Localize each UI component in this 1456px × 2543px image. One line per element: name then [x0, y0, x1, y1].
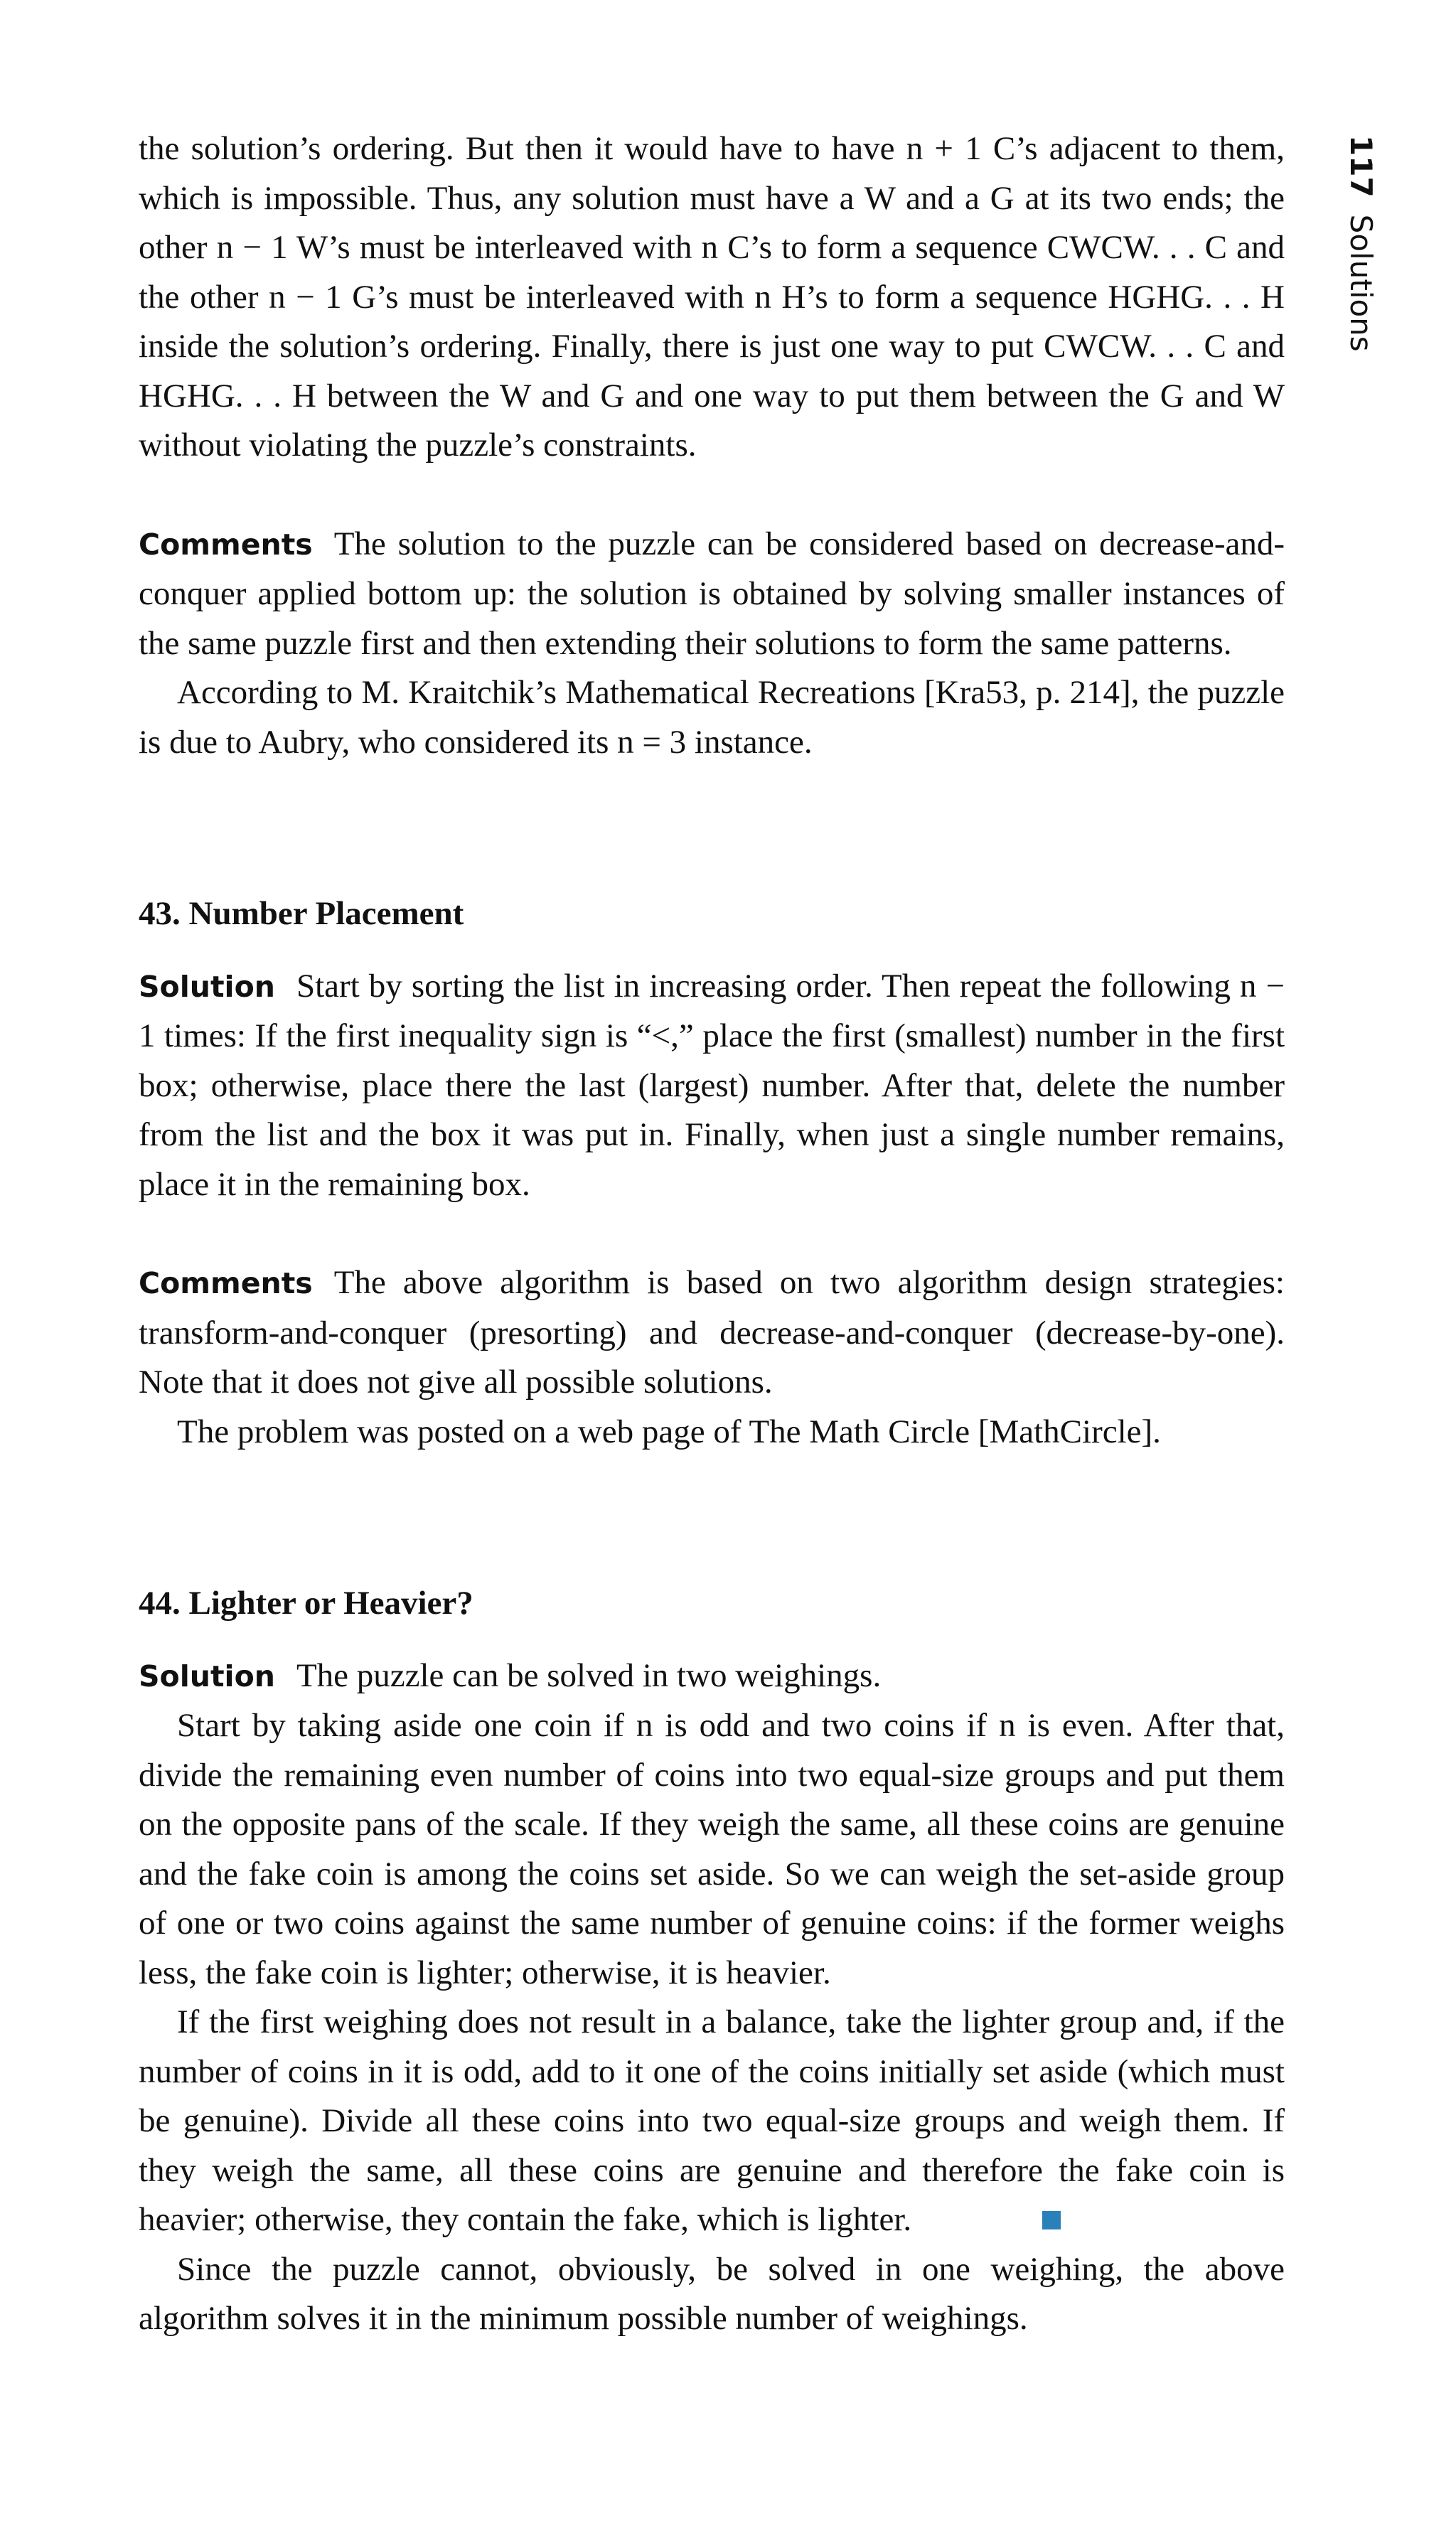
- section-heading-44: 44. Lighter or Heavier?: [139, 1585, 473, 1622]
- solution-paragraph-44: [139, 1651, 1285, 1702]
- solution-paragraph-44-4: Since the puzzle cannot, obviously, be solved in one weighing, the above algorithm solves it in the minimum possible number of weighings.: [139, 2250, 1285, 2337]
- page-number: 117: [1344, 135, 1379, 198]
- end-of-proof-square-icon: [1042, 2211, 1061, 2229]
- solution-paragraph-43: [139, 962, 1285, 1210]
- running-head: [1344, 135, 1378, 352]
- comments-paragraph-42-2: According to M. Kraitchik’s Mathematical Recreations [Kra53, p. 214], the puzzle is due to Aubry, who considered its n = 3 instance.: [139, 674, 1285, 761]
- paragraph-continued: the solution’s ordering. But then it would have to have n + 1 C’s adjacent to them, which is impossible. Thus, any solution must have a W and a G at its two ends; the other n − 1 W’s must be interleaved with n C’s to form a sequence CWCW. . . C and the other n − 1 G’s must be interleaved with n H’s to form a sequence HGHG. . . H inside the solution’s ordering. Finally, there is just one way to put CWCW. . . C and HGHG. . . H between the W and G and one way to put them between the G and W without violating the puzzle’s constraints.: [139, 130, 1285, 464]
- comments-label: Comments: [139, 1266, 313, 1300]
- comments-text: The solution to the puzzle can be considered based on decrease-and-conquer applied bottom up: the solution is obtained by solving smaller instances of the same puzzle first and then extending their solutions to form the same patterns.: [139, 525, 1285, 662]
- solution-text: Start by sorting the list in increasing order. Then repeat the following n − 1 times: If the first inequality sign is “<,” place the first (smallest) number in the first box; otherwise, place there the last (largest) number. After that, delete the number from the list and the box it was put in. Finally, when just a single number remains, place it in the remaining box.: [139, 967, 1285, 1203]
- comments-paragraph-42: [139, 520, 1285, 669]
- solution-paragraph-44-2: Start by taking aside one coin if n is odd and two coins if n is even. After that, divide the remaining even number of coins into two equal-size groups and put them on the opposite pans of the scale. If they weigh the same, all these coins are genuine and the fake coin is among the coins set aside. So we can weigh the set-aside group of one or two coins against the same number of genuine coins: if the former weighs less, the fake coin is lighter; otherwise, it is heavier.: [139, 1707, 1285, 1991]
- solution-text: The puzzle can be solved in two weighings.: [296, 1656, 882, 1694]
- comments-text: The above algorithm is based on two algorithm design strategies: transform-and-conquer (presorting) and decrease-and-conquer (decrease-by-one). Note that it does not give all possible solutions.: [139, 1264, 1285, 1401]
- comments-paragraph-43: [139, 1258, 1285, 1408]
- page-body: [139, 124, 1285, 2344]
- comments-paragraph-43-2: The problem was posted on a web page of The Math Circle [MathCircle].: [177, 1413, 1161, 1450]
- comments-label: Comments: [139, 527, 313, 562]
- running-head-section: Solutions: [1344, 214, 1379, 352]
- solution-label: Solution: [139, 969, 275, 1004]
- solution-label: Solution: [139, 1659, 275, 1693]
- section-heading-43: 43. Number Placement: [139, 895, 464, 932]
- solution-paragraph-44-3: If the first weighing does not result in a balance, take the lighter group and, if the number of coins in it is odd, add to it one of the coins initially set aside (which must be genuine). Divide all these coins into two equal-size groups and weigh them. If they weigh the same, all these coins are genuine and therefore the fake coin is heavier; otherwise, they contain the fake, which is lighter.: [139, 2003, 1285, 2238]
